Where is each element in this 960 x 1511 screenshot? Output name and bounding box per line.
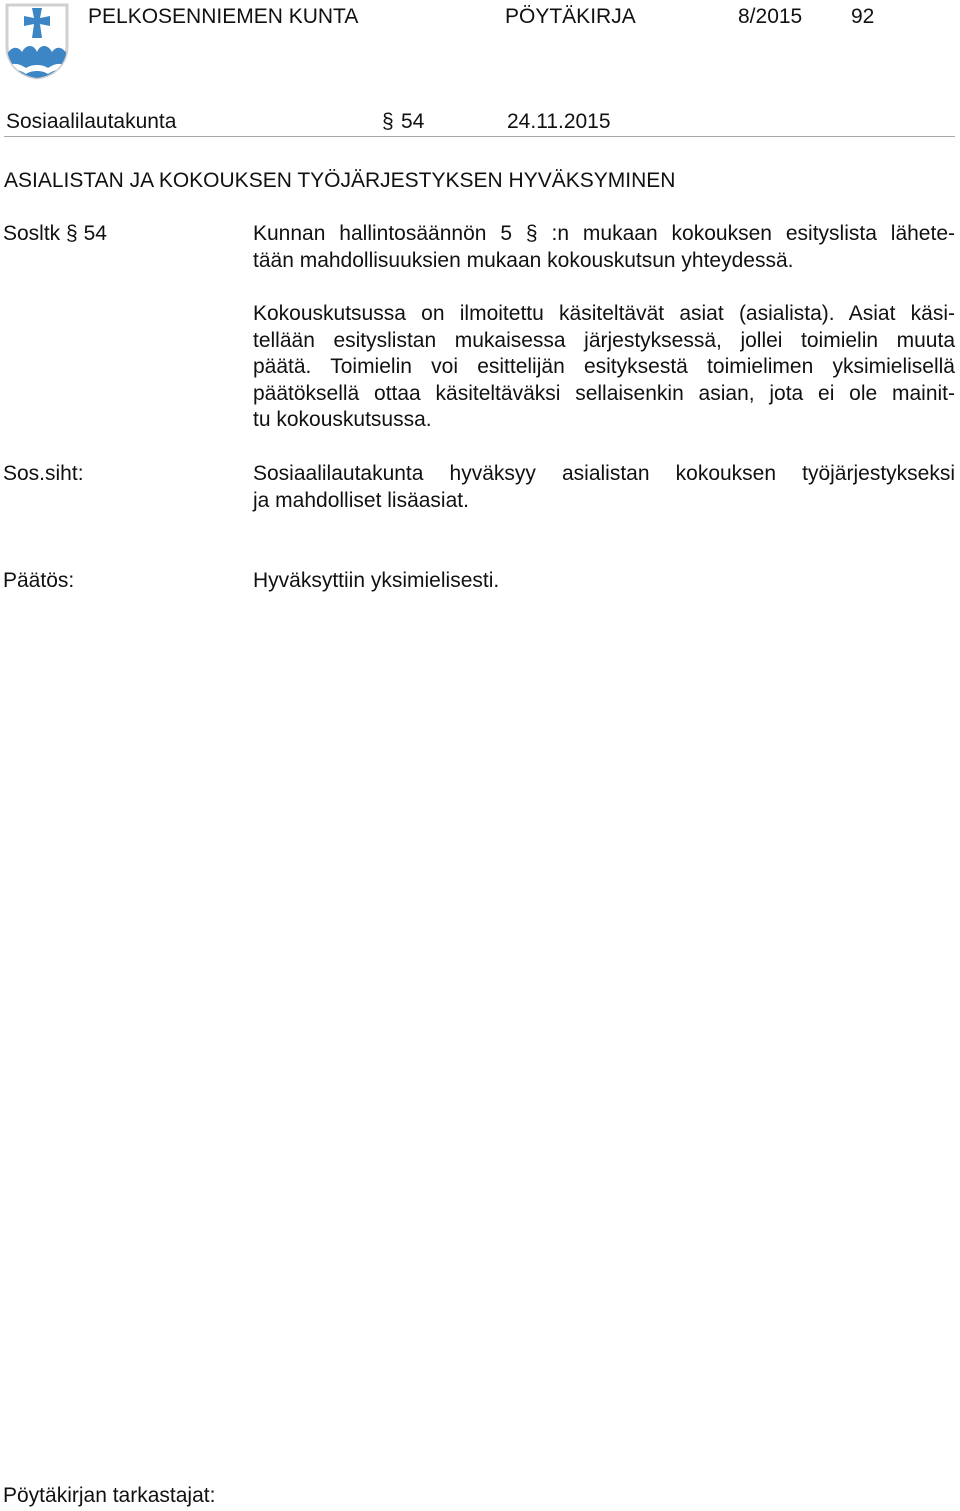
proposal-text bbox=[253, 461, 955, 514]
reference-symbol: § bbox=[66, 222, 78, 245]
paragraph-line: Kokouskutsussa on ilmoitettu käsiteltävät asiat (asialista). Asiat käsi- bbox=[253, 302, 955, 325]
item-title: ASIALISTAN JA KOKOUKSEN TYÖJÄRJESTYKSEN HYVÄKSYMINEN bbox=[4, 169, 676, 192]
page-number: 92 bbox=[851, 5, 875, 28]
item-reference bbox=[3, 221, 107, 247]
decision-label: Päätös: bbox=[3, 569, 75, 592]
footer-reviewers-label: Pöytäkirjan tarkastajat: bbox=[3, 1484, 216, 1507]
header-divider bbox=[4, 136, 955, 137]
reference-prefix: Sosltk bbox=[3, 222, 61, 245]
paragraph-line: Sosiaalilautakunta hyväksyy asialistan kokouksen työjärjestykseksi bbox=[253, 462, 955, 485]
paragraph-line: Kunnan hallintosäännön 5 § :n mukaan kokouksen esityslista lähete- bbox=[253, 222, 955, 245]
committee-name: Sosiaalilautakunta bbox=[6, 110, 177, 133]
section-number: 54 bbox=[401, 110, 425, 133]
decision-text: Hyväksyttiin yksimielisesti. bbox=[253, 569, 500, 592]
paragraph-line: tellään esityslistan mukaisessa järjestyksessä, jollei toimielin muuta bbox=[253, 328, 955, 352]
document-type: PÖYTÄKIRJA bbox=[505, 5, 636, 28]
paragraph-line: ja mahdolliset lisäasiat. bbox=[253, 488, 469, 512]
paragraph-line: tu kokouskutsussa. bbox=[253, 408, 432, 431]
paragraph-line: päätöksellä ottaa käsiteltäväksi sellaisenkin asian, jota ei ole mainit- bbox=[253, 381, 955, 405]
paragraph-agenda-rules bbox=[253, 301, 955, 434]
municipality-name: PELKOSENNIEMEN KUNTA bbox=[88, 5, 359, 28]
municipal-coat-of-arms-icon bbox=[4, 2, 70, 80]
paragraph-line: päätä. Toimielin voi esittelijän esityksestä toimielimen yksimielisellä bbox=[253, 355, 955, 378]
paragraph-background bbox=[253, 221, 955, 274]
meeting-date: 24.11.2015 bbox=[507, 110, 611, 133]
proposal-label: Sos.siht: bbox=[3, 462, 84, 485]
document-number: 8/2015 bbox=[738, 5, 803, 28]
section-symbol: § bbox=[382, 110, 394, 133]
paragraph-line: tään mahdollisuuksien mukaan kokouskutsun yhteydessä. bbox=[253, 248, 794, 272]
reference-number: 54 bbox=[83, 222, 107, 245]
